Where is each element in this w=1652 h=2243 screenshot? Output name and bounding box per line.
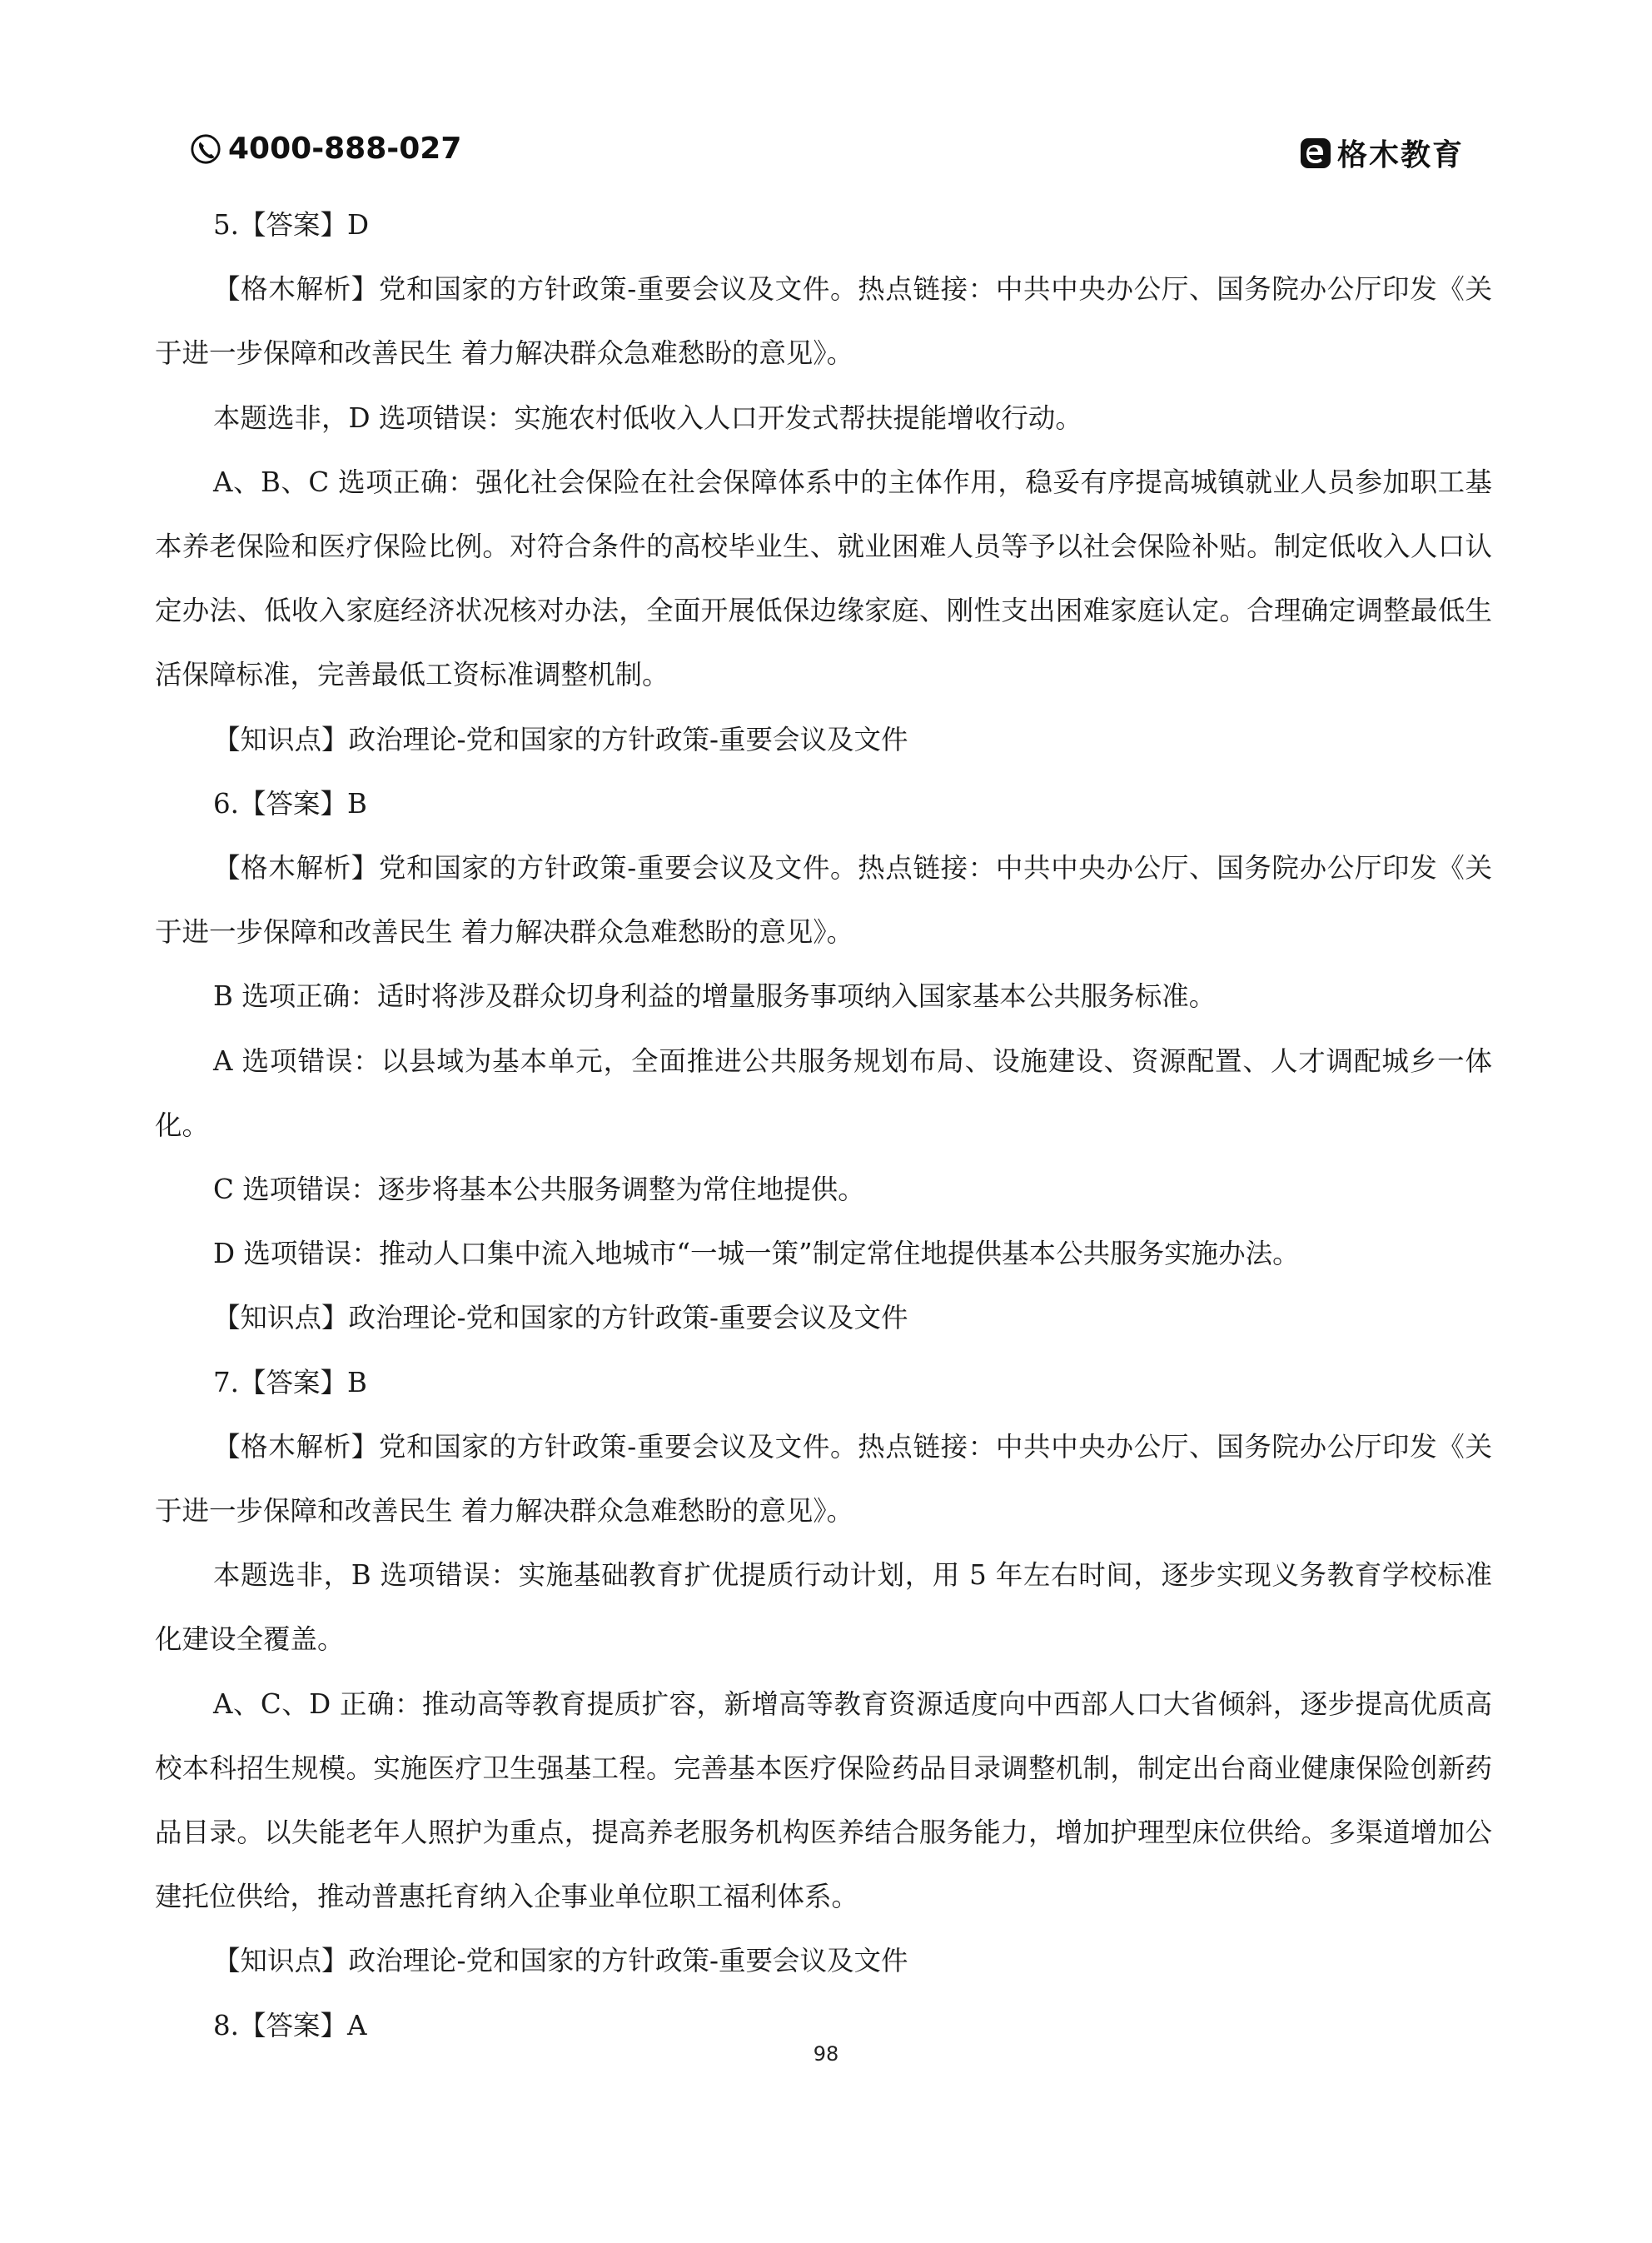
document-body xyxy=(155,193,1492,2058)
paragraph: 8.【答案】A xyxy=(213,2009,367,2041)
brand-logo xyxy=(1299,132,1464,174)
paragraph: B 选项正确：适时将涉及群众切身利益的增量服务事项纳入国家基本公共服务标准。 xyxy=(213,980,1217,1013)
paragraph: 5.【答案】D xyxy=(213,209,370,241)
paragraph: A、B、C 选项正确：强化社会保险在社会保障体系中的主体作用，稳妥有序提高城镇就业人员参加职工基本养老保险和医疗保险比例。对符合条件的高校毕业生、就业困难人员等予以社会保险补贴。制定低收入人口认定办法、低收入家庭经济状况核对办法，全面开展低保边缘家庭、刚性支出困难家庭认定。合理确定调整最低生活保障标准，完善最低工资标准调整机制。 xyxy=(155,466,1492,691)
paragraph: 【知识点】政治理论-党和国家的方针政策-重要会议及文件 xyxy=(213,1945,908,1977)
paragraph: A 选项错误：以县域为基本单元，全面推进公共服务规划布局、设施建设、资源配置、人才调配城乡一体化。 xyxy=(155,1044,1492,1141)
paragraph: 【格木解析】党和国家的方针政策-重要会议及文件。热点链接：中共中央办公厅、国务院办公厅印发《关于进一步保障和改善民生 着力解决群众急难愁盼的意见》。 xyxy=(155,1430,1492,1528)
paragraph: 【知识点】政治理论-党和国家的方针政策-重要会议及文件 xyxy=(213,723,908,755)
brand-name: 格木教育 xyxy=(1336,138,1464,172)
paragraph: 6.【答案】B xyxy=(213,787,367,820)
paragraph: 本题选非，B 选项错误：实施基础教育扩优提质行动计划，用 5 年左右时间，逐步实现义务教育学校标准化建设全覆盖。 xyxy=(155,1559,1492,1656)
paragraph: 7.【答案】B xyxy=(213,1366,367,1398)
e-logo-icon xyxy=(1299,137,1332,170)
paragraph: A、C、D 正确：推动高等教育提质扩容，新增高等教育资源适度向中西部人口大省倾斜，逐步提高优质高校本科招生规模。实施医疗卫生强基工程。完善基本医疗保险药品目录调整机制，制定出台商业健康保险创新药品目录。以失能老年人照护为重点，提高养老服务机构医养结合服务能力，增加护理型床位供给。多渠道增加公建托位供给，推动普惠托育纳入企事业单位职工福利体系。 xyxy=(155,1687,1492,1913)
paragraph: D 选项错误：推动人口集中流入地城市“一城一策”制定常住地提供基本公共服务实施办法。 xyxy=(213,1238,1300,1270)
phone-contact xyxy=(190,132,461,166)
paragraph: 【格木解析】党和国家的方针政策-重要会议及文件。热点链接：中共中央办公厅、国务院办公厅印发《关于进一步保障和改善民生 着力解决群众急难愁盼的意见》。 xyxy=(155,273,1492,370)
paragraph: 本题选非，D 选项错误：实施农村低收入人口开发式帮扶提能增收行动。 xyxy=(213,401,1082,434)
phone-number: 4000-888-027 xyxy=(228,132,462,166)
phone-handset-icon xyxy=(190,133,221,165)
page-header xyxy=(190,123,1464,182)
paragraph: 【格木解析】党和国家的方针政策-重要会议及文件。热点链接：中共中央办公厅、国务院办公厅印发《关于进一步保障和改善民生 着力解决群众急难愁盼的意见》。 xyxy=(155,852,1492,949)
paragraph: 【知识点】政治理论-党和国家的方针政策-重要会议及文件 xyxy=(213,1302,908,1334)
page-number: 98 xyxy=(813,2042,839,2066)
paragraph: C 选项错误：逐步将基本公共服务调整为常住地提供。 xyxy=(213,1174,865,1206)
